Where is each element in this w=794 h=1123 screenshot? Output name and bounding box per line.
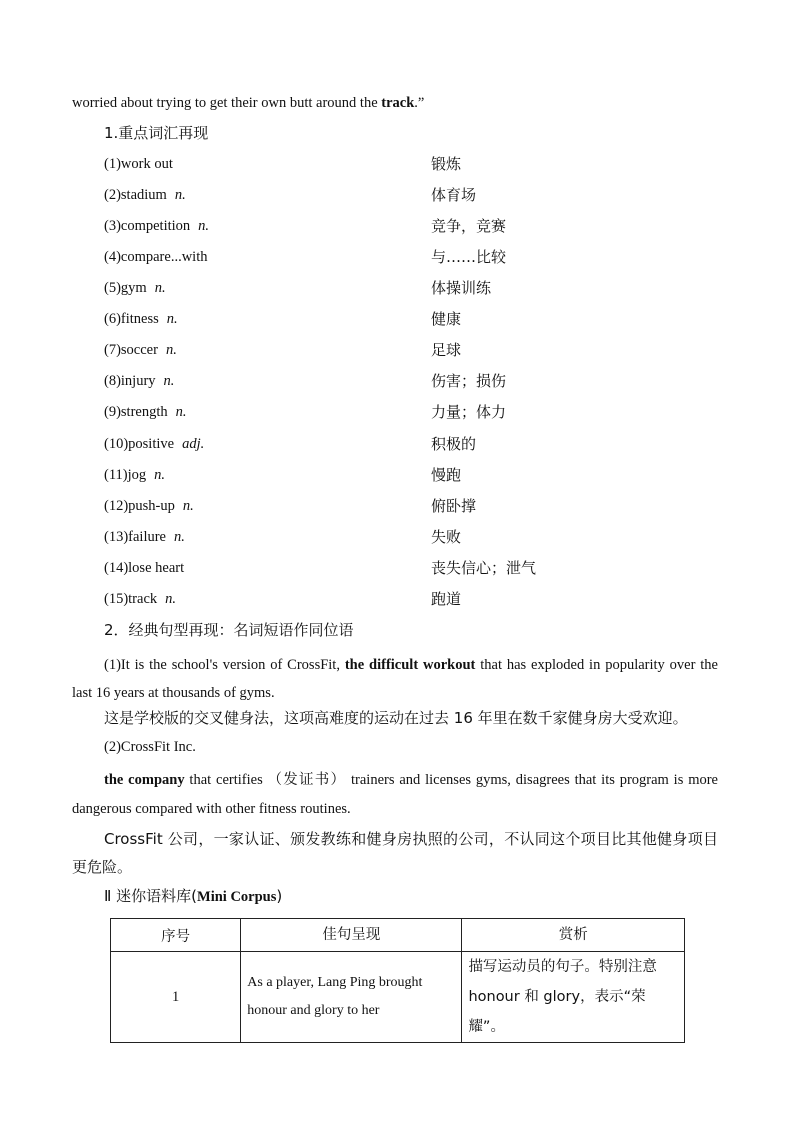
vocab-english: (13)failure n. — [104, 529, 185, 545]
vocab-chinese: 锻炼 — [431, 155, 462, 173]
vocab-english: (6)fitness n. — [104, 311, 178, 327]
vocab-english: (10)positive adj. — [104, 436, 205, 452]
vocab-chinese: 俯卧撑 — [431, 497, 477, 515]
header-sentence: 佳句呈现 — [241, 919, 462, 952]
vocab-english: (3)competition n. — [104, 218, 210, 234]
vocab-english: (1)work out — [104, 156, 173, 172]
intro-text-end: .” — [414, 95, 425, 111]
row-analysis: 描写运动员的句子。特别注意 honour 和 glory，表示“荣耀”。 — [462, 952, 685, 1043]
vocab-chinese: 体操训练 — [431, 279, 492, 297]
vocab-chinese: 慢跑 — [431, 466, 462, 484]
corpus-table — [110, 918, 685, 1043]
vocab-chinese: 竞争，竞赛 — [431, 217, 507, 235]
header-analysis: 赏析 — [462, 919, 685, 952]
vocab-chinese: 与……比较 — [431, 248, 507, 266]
sentence-heading: 2．经典句型再现：名词短语作同位语 — [104, 621, 354, 639]
table-header-row — [111, 919, 685, 952]
vocab-chinese: 失败 — [431, 528, 462, 546]
sentence-2-translation: CrossFit 公司，一家认证、颁发教练和健身房执照的公司，不认同这个项目比其他健身项目更危险。 — [72, 830, 718, 876]
vocab-chinese: 力量；体力 — [431, 403, 507, 421]
vocab-heading: 1.重点词汇再现 — [104, 124, 209, 142]
table-row — [111, 952, 685, 1043]
vocab-english: (15)track n. — [104, 591, 177, 607]
row-sentence: As a player, Lang Ping brought honour and glory to her — [241, 952, 462, 1043]
sentence-1-appositive: the difficult workout — [344, 657, 476, 673]
sentence-2: the company that certifies （发证书） trainers and licenses gyms, disagrees that its program is more dangerous compared with other fitness routines. — [72, 772, 718, 817]
header-number: 序号 — [111, 919, 241, 952]
vocab-chinese: 足球 — [431, 341, 462, 359]
sentence-1: (1)It is the school's version of CrossFit, the difficult workout that has exploded in popularity over the last 16 years at thousands of gyms. — [72, 657, 718, 701]
vocab-english: (14)lose heart — [104, 560, 185, 576]
vocab-english: (11)jog n. — [104, 467, 166, 483]
vocab-english: (4)compare...with — [104, 249, 208, 265]
vocab-chinese: 积极的 — [431, 435, 477, 453]
corpus-heading: Ⅱ 迷你语料库(Mini Corpus) — [104, 887, 283, 905]
intro-text: worried about trying to get their own butt around the — [72, 95, 382, 111]
vocab-chinese: 丧失信心；泄气 — [431, 559, 537, 577]
vocab-chinese: 跑道 — [431, 590, 462, 608]
vocab-english: (12)push-up n. — [104, 498, 194, 514]
vocab-chinese: 体育场 — [431, 186, 477, 204]
vocab-english: (2)stadium n. — [104, 187, 186, 203]
intro-bold-word: track — [381, 95, 415, 111]
vocab-english: (5)gym n. — [104, 280, 166, 296]
vocab-english: (7)soccer n. — [104, 342, 177, 358]
vocab-english: (8)injury n. — [104, 373, 175, 389]
sentence-2-subject: (2)CrossFit Inc. — [104, 739, 196, 755]
vocab-chinese: 伤害；损伤 — [431, 372, 507, 390]
row-number: 1 — [111, 952, 241, 1043]
sentence-1-translation: 这是学校版的交叉健身法，这项高难度的运动在过去 16 年里在数千家健身房大受欢迎。 — [104, 709, 688, 727]
sentence-2-appositive: the company — [104, 772, 185, 788]
intro-line — [72, 94, 424, 112]
vocab-chinese: 健康 — [431, 310, 462, 328]
vocab-english: (9)strength n. — [104, 404, 187, 420]
